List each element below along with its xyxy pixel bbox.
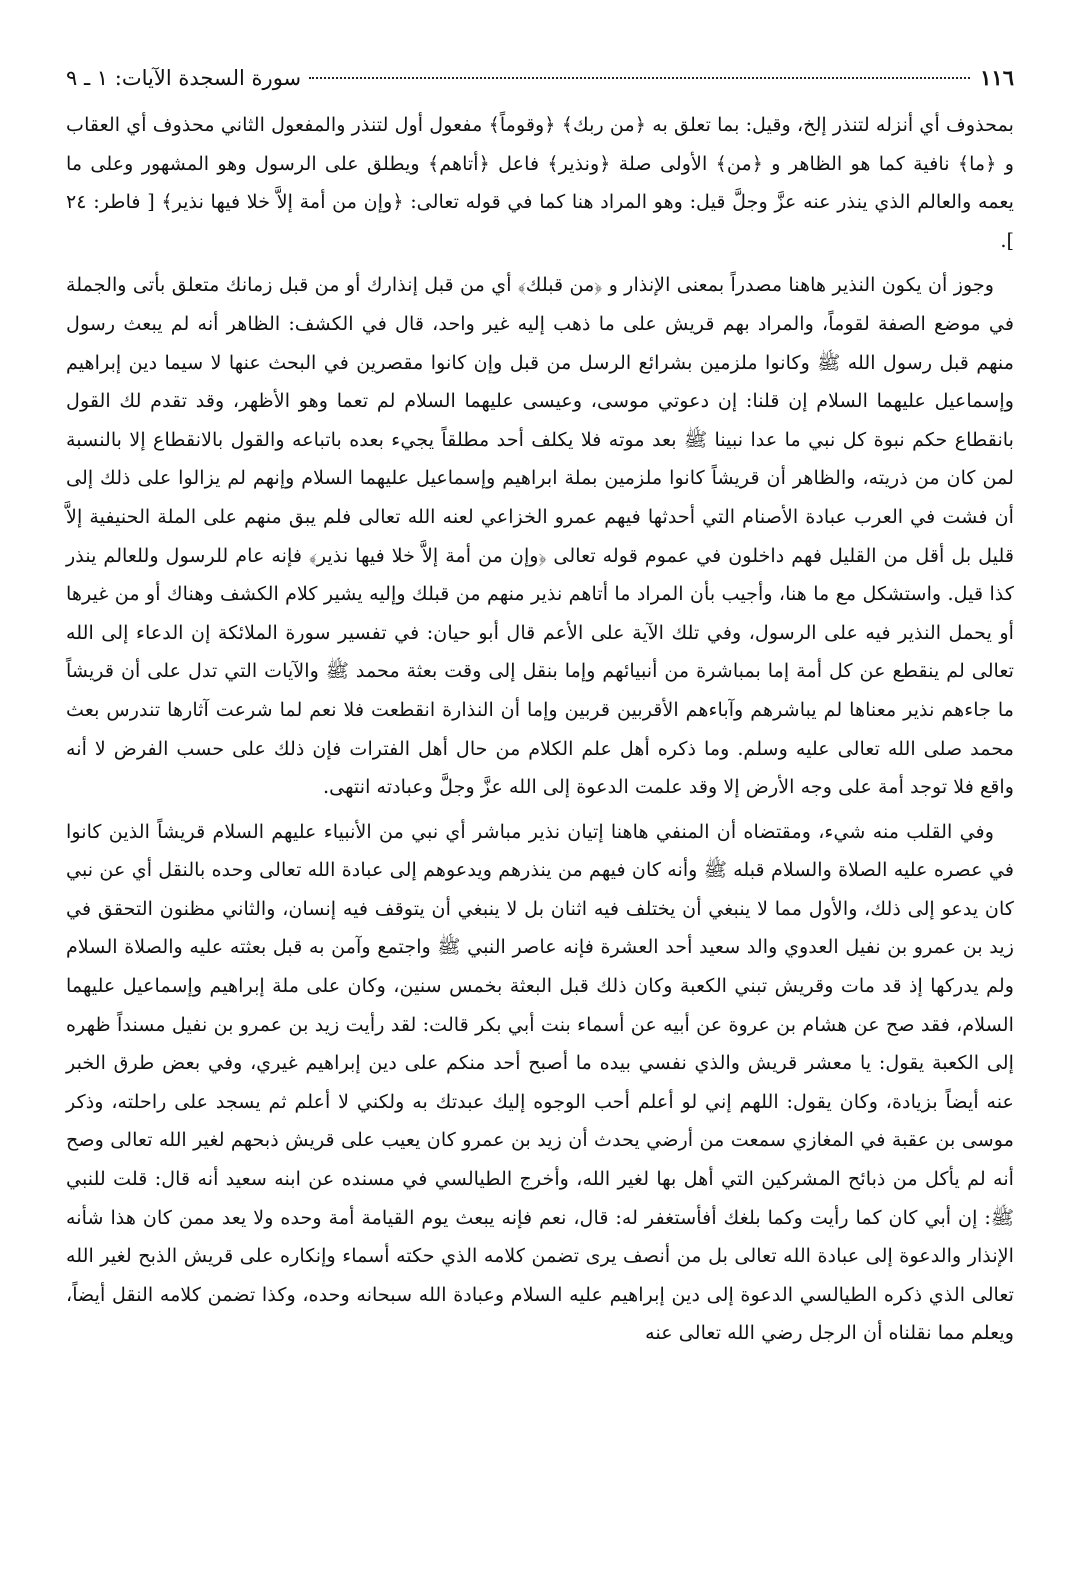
paragraph-1: بمحذوف أي أنزله لتنذر إلخ، وقيل: بما تعلق به ﴿من ربك﴾ ﴿وقوماً﴾ مفعول أول لتنذر والمفعول الثاني محذوف أي العقاب و ﴿ما﴾ نافية كما هو الظاهر و ﴿من﴾ الأولى صلة ﴿ونذير﴾ فاعل ﴿أتاهم﴾ ويطلق على الرسول وهو المشهور وعلى ما يعمه والعالم الذي ينذر عنه عزَّ وجلَّ قيل: وهو المراد هنا كما في قوله تعالى: ﴿وإن من أمة إلاَّ خلا فيها نذير﴾ [ فاطر: ٢٤ ].: [66, 113, 1014, 252]
page-body: [66, 106, 1014, 1353]
paragraph-3: وفي القلب منه شيء، ومقتضاه أن المنفي هاهنا إتيان نذير مباشر أي نبي من الأنبياء عليهم السلام قريشاً الذين كانوا في عصره عليه الصلاة والسلام قبله ﷺ وأنه كان فيهم من ينذرهم ويدعوهم إلى عبادة الله تعالى وحده بالنقل أي عن نبي كان يدعو إلى ذلك، والأول مما لا ينبغي أن يختلف فيه اثنان بل لا ينبغي أن يتوقف فيه إنسان، والثاني مظنون التحقق في زيد بن عمرو بن نفيل العدوي والد سعيد أحد العشرة فإنه عاصر النبي ﷺ واجتمع وآمن به قبل بعثته عليه والصلاة السلام ولم يدركها إذ قد مات وقريش تبني الكعبة وكان ذلك قبل البعثة بخمس سنين، وكان على ملة إبراهيم وإسماعيل عليهما السلام، فقد صح عن هشام بن عروة عن أبيه عن أسماء بنت أبي بكر قالت: لقد رأيت زيد بن عمرو بن نفيل مسنداً ظهره إلى الكعبة يقول: يا معشر قريش والذي نفسي بيده ما أصبح أحد منكم على دين إبراهيم غيري، وفي بعض طرق الخبر عنه أيضاً بزيادة، وكان يقول: اللهم إني لو أعلم أحب الوجوه إليك عبدتك به ولكني لا أعلم ثم يسجد على راحلته، وذكر موسى بن عقبة في المغازي سمعت من أرضي يحدث أن زيد بن عمرو كان يعيب على قريش ذبحهم لغير الله تعالى وصح أنه لم يأكل من ذبائح المشركين التي أهل بها لغير الله، وأخرج الطيالسي في مسنده عن ابنه سعيد أنه قال: قلت للنبي ﷺ: إن أبي كان كما رأيت وكما بلغك أفأستغفر له: قال، نعم فإنه يبعث يوم القيامة أمة وحده ولا يعد ممن كان هذا شأنه الإنذار والدعوة إلى عبادة الله تعالى بل من أنصف يرى تضمن كلامه الذي حكته أسماء وإنكاره على قريش الذبح لغير الله تعالى الذي ذكره الطيالسي الدعوة إلى دين إبراهيم عليه السلام وعبادة الله سبحانه وحده، وكذا تضمن كلامه النقل أيضاً، ويعلم مما نقلناه أن الرجل رضي الله تعالى عنه: [66, 819, 1015, 1345]
running-title: سورة السجدة الآيات: ١ ـ ٩: [66, 66, 302, 90]
dotted-leader: [309, 77, 970, 79]
page-number: ١١٦: [980, 65, 1014, 90]
paragraph-2: وجوز أن يكون النذير هاهنا مصدراً بمعنى الإنذار و ﴿من قبلك﴾ أي من قبل إنذارك أو من قبل زمانك متعلق بأتى والجملة في موضع الصفة لقوماً، والمراد بهم قريش على ما ذهب إليه غير واحد، قال في الكشف: الظاهر أنه لم يبعث رسول منهم قبل رسول الله ﷺ وكانوا ملزمين بشرائع الرسل من قبل وإن كانوا مقصرين في البحث عنها لا سيما دين إبراهيم وإسماعيل عليهما السلام إن قلنا: إن دعوتي موسى، وعيسى عليهما السلام لم تعما وهو الأظهر، وقد تقدم لك القول بانقطاع حكم نبوة كل نبي ما عدا نبينا ﷺ بعد موته فلا يكلف أحد مطلقاً يجيء بعده باتباعه والقول بالانقطاع إلا بالنسبة لمن كان من ذريته، والظاهر أن قريشاً كانوا ملزمين بملة ابراهيم وإسماعيل عليهما السلام وإنهم لم يزالوا على ذلك إلى أن فشت في العرب عبادة الأصنام التي أحدثها فيهم عمرو الخزاعي لعنه الله تعالى فلم يبق منهم على الملة الحنيفية إلاَّ قليل بل أقل من القليل فهم داخلون في عموم قوله تعالى ﴿وإن من أمة إلاَّ خلا فيها نذير﴾ فإنه عام للرسول وللعالم ينذر كذا قيل. واستشكل مع ما هنا، وأجيب بأن المراد ما أتاهم نذير منهم من قبلك وإليه يشير كلام الكشف وهناك أو من غيرها أو يحمل النذير فيه على الرسول، وفي تلك الآية على الأعم قال أبو حيان: في تفسير سورة الملائكة إن الدعاء إلى الله تعالى لم ينقطع عن كل أمة إما بمباشرة من أنبيائهم وإما بنقل إلى وقت بعثة محمد ﷺ والآيات التي تدل على أن قريشاً ما جاءهم نذير معناها لم يباشرهم وآباءهم الأقربين قربين وإما أن النذارة انقطعت فلا نعم لما شرعت آثارها تندرس بعث محمد صلى الله تعالى عليه وسلم. وما ذكره أهل علم الكلام من حال أهل الفترات فإن ذلك على حسب الفرض لا أنه واقع فلا توجد أمة على وجه الأرض إلا وقد علمت الدعوة إلى الله عزَّ وجلَّ وعبادته انتهى.: [66, 273, 1014, 799]
page-header: [66, 58, 1014, 98]
document-page: [66, 58, 1014, 1538]
